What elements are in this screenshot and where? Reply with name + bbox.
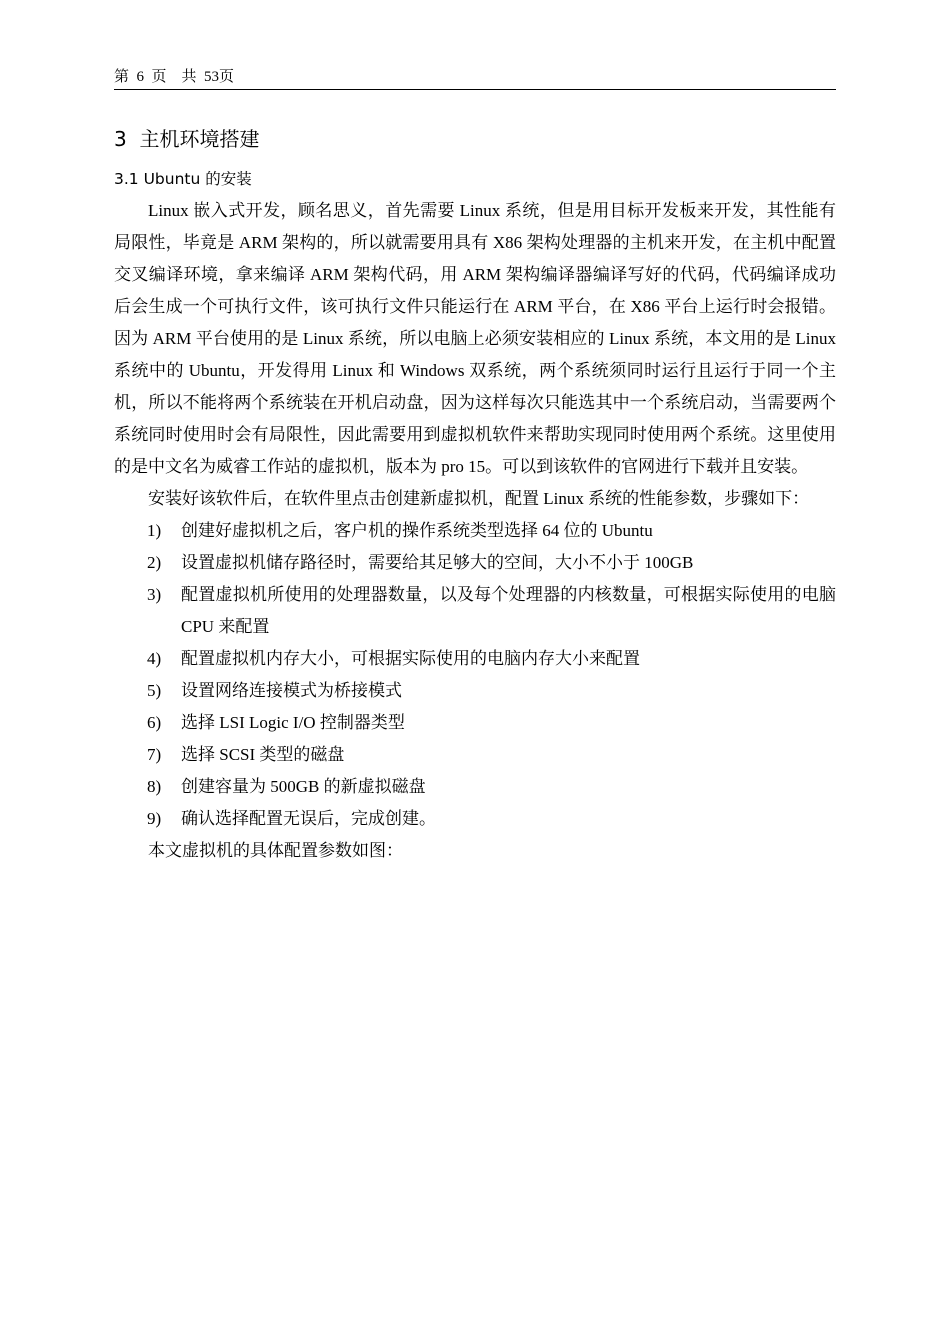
list-item-number: 7) bbox=[147, 745, 162, 764]
list-item-number: 4) bbox=[147, 649, 162, 668]
list-item bbox=[114, 643, 836, 675]
list-item-number: 6) bbox=[147, 713, 162, 732]
list-item-number: 2) bbox=[147, 553, 162, 572]
list-item bbox=[114, 515, 836, 547]
document-body bbox=[114, 195, 836, 867]
config-steps-list bbox=[114, 515, 836, 835]
list-item-number: 5) bbox=[147, 681, 162, 700]
list-item bbox=[114, 803, 836, 835]
list-item-number: 9) bbox=[147, 809, 162, 828]
list-item bbox=[114, 707, 836, 739]
list-item-number: 8) bbox=[147, 777, 162, 796]
list-item-text: 设置虚拟机储存路径时，需要给其足够大的空间，大小不小于 100GB bbox=[181, 553, 694, 572]
list-item-text: 创建容量为 500GB 的新虚拟磁盘 bbox=[181, 777, 426, 796]
list-item-text: 配置虚拟机内存大小，可根据实际使用的电脑内存大小来配置 bbox=[181, 649, 640, 668]
list-item-text: 确认选择配置无误后，完成创建。 bbox=[181, 809, 436, 828]
section-title: 3.1 Ubuntu 的安装 bbox=[114, 170, 252, 188]
list-item-text: 选择 LSI Logic I/O 控制器类型 bbox=[181, 713, 405, 732]
intro-paragraph: Linux 嵌入式开发，顾名思义，首先需要 Linux 系统，但是用目标开发板来开发，其性能有局限性，毕竟是 ARM 架构的，所以就需要用具有 X86 架构处理器的主机来开发，在主机中配置交叉编译环境，拿来编译 ARM 架构代码，用 ARM 架构编译器编译写好的代码，代码编译成功后会生成一个可执行文件，该可执行文件只能运行在 ARM 平台，在 X86 平台上运行时会报错。因为 ARM 平台使用的是 Linux 系统，所以电脑上必须安装相应的 Linux 系统，本文用的是 Linux 系统中的 Ubuntu，开发得用 Linux 和 Windows 双系统，两个系统须同时运行且运行于同一个主机，所以不能将两个系统装在开机启动盘，因为这样每次只能选其中一个系统启动，当需要两个系统同时使用时会有局限性，因此需要用到虚拟机软件来帮助实现同时使用两个系统。这里使用的是中文名为威睿工作站的虚拟机，版本为 pro 15。可以到该软件的官网进行下载并且安装。 bbox=[114, 201, 836, 476]
list-item bbox=[114, 547, 836, 579]
list-item-text: 创建好虚拟机之后，客户机的操作系统类型选择 64 位的 Ubuntu bbox=[181, 521, 653, 540]
list-item bbox=[114, 579, 836, 643]
closing-paragraph: 本文虚拟机的具体配置参数如图： bbox=[148, 841, 403, 860]
list-item bbox=[114, 771, 836, 803]
chapter-title: 3 主机环境搭建 bbox=[114, 127, 260, 151]
list-item bbox=[114, 739, 836, 771]
page-header bbox=[114, 67, 836, 90]
list-item-text: 设置网络连接模式为桥接模式 bbox=[181, 681, 402, 700]
list-item-text: 配置虚拟机所使用的处理器数量，以及每个处理器的内核数量，可根据实际使用的电脑 CPU 来配置 bbox=[181, 585, 836, 636]
steps-intro-paragraph: 安装好该软件后，在软件里点击创建新虚拟机，配置 Linux 系统的性能参数，步骤如下： bbox=[148, 489, 810, 508]
list-item-number: 3) bbox=[147, 585, 162, 604]
page-number-text: 第 6 页 共 53页 bbox=[114, 69, 235, 85]
list-item bbox=[114, 675, 836, 707]
list-item-number: 1) bbox=[147, 521, 162, 540]
list-item-text: 选择 SCSI 类型的磁盘 bbox=[181, 745, 345, 764]
